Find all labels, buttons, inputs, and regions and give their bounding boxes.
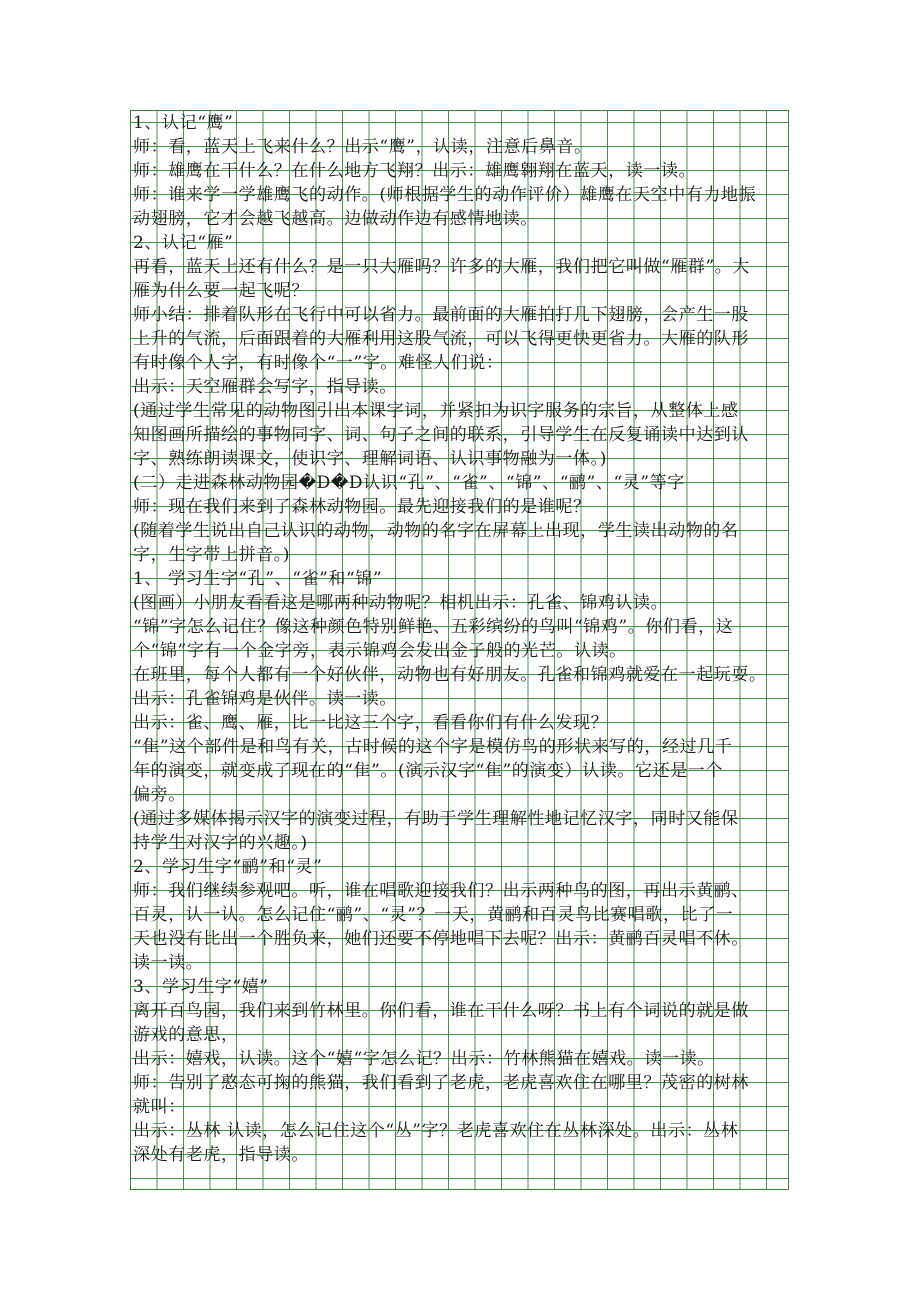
- text-line: 读一读。: [133, 953, 204, 973]
- text-line: 持学生对汉字的兴趣。): [133, 833, 308, 853]
- text-line: 知图画所描绘的事物同字、词、句子之间的联系，引导学生在反复诵读中达到认: [133, 425, 749, 445]
- text-line: 离开百鸟园，我们来到竹林里。你们看，谁在干什么呀？书上有个词说的就是做: [133, 1001, 749, 1021]
- text-line: 1、认记“鹰”: [133, 113, 234, 133]
- text-line: 雁为什么要一起飞呢？: [133, 281, 309, 301]
- text-line: (随着学生说出自己认识的动物，动物的名字在屏幕上出现，学生读出动物的名: [133, 521, 739, 541]
- text-line: (图画）小朋友看看这是哪两种动物呢？相机出示：孔雀、锦鸡认读。: [133, 593, 669, 613]
- text-line: 深处有老虎，指导读。: [133, 1145, 309, 1165]
- text-line: (通过多媒体揭示汉字的演变过程，有助于学生理解性地记忆汉字，同时又能保: [133, 809, 739, 829]
- text-line: (二）走进森林动物园�D�D认识“孔”、“雀”、“锦”、“鹂”、“灵”等字: [133, 473, 685, 493]
- text-line: 师：我们继续参观吧。听，谁在唱歌迎接我们？出示两种鸟的图，再出示黄鹂、: [133, 881, 749, 901]
- text-line: 上升的气流，后面跟着的大雁利用这股气流，可以飞得更快更省力。大雁的队形: [133, 329, 749, 349]
- text-line: 2、认记“雁”: [133, 233, 234, 253]
- text-line: 字，生字带上拼音。): [133, 545, 291, 565]
- text-line: 师：雄鹰在干什么？在什么地方飞翔？出示：雄鹰翱翔在蓝天，读一读。: [133, 161, 697, 181]
- text-line: 出示：丛林 认读，怎么记住这个“丛”字？老虎喜欢住在丛林深处。出示：丛林: [133, 1121, 739, 1141]
- text-line: 出示：嬉戏，认读。这个“嬉“字怎么记？出示：竹林熊猫在嬉戏。读一读。: [133, 1049, 715, 1069]
- text-line: “锦”字怎么记住？像这种颜色特别鲜艳、五彩缤纷的鸟叫“锦鸡”。你们看，这: [133, 617, 734, 637]
- text-line: 字、熟练朗读课文，使识字、理解词语、认识事物融为一体。): [133, 449, 607, 469]
- text-line: 在班里，每个人都有一个好伙伴，动物也有好朋友。孔雀和锦鸡就爱在一起玩耍。: [133, 665, 767, 685]
- text-line: 2、学习生字“鹂”和“灵”: [133, 857, 323, 877]
- text-line: 个“锦”字有一个金字旁，表示锦鸡会发出金子般的光芒。认读。: [133, 641, 627, 661]
- text-line: 师小结：排着队形在飞行中可以省力。最前面的大雁拍打几下翅膀，会产生一股: [133, 305, 749, 325]
- text-line: 就叫：: [133, 1097, 186, 1117]
- document-body: [133, 111, 789, 1167]
- text-line: 1、 学习生字“孔”、“雀”和“锦”: [133, 569, 383, 589]
- text-line: 天也没有比出一个胜负来，她们还要不停地唱下去呢？出示：黄鹂百灵唱不休。: [133, 929, 749, 949]
- text-line: 师：现在我们来到了森林动物园。最先迎接我们的是谁呢？: [133, 497, 591, 517]
- text-line: 偏旁。: [133, 785, 186, 805]
- text-line: 游戏的意思，: [133, 1025, 239, 1045]
- text-line: 年的演变，就变成了现在的“隹”。(演示汉字“隹”的演变）认读。它还是一个: [133, 761, 723, 781]
- text-line: 3、学习生字“嬉”: [133, 977, 269, 997]
- text-line: 有时像个人字，有时像个“一”字。难怪人们说：: [133, 353, 504, 373]
- text-line: 出示：孔雀锦鸡是伙伴。读一读。: [133, 689, 397, 709]
- text-line: (通过学生常见的动物图引出本课字词，并紧扣为识字服务的宗旨，从整体上感: [133, 401, 739, 421]
- text-line: 百灵，认一认。怎么记住“鹂”、“灵”？一天，黄鹂和百灵鸟比赛唱歌，比了一: [133, 905, 734, 925]
- text-line: 师：看，蓝天上飞来什么？出示“鹰”，认读，注意后鼻音。: [133, 137, 592, 157]
- text-line: 再看，蓝天上还有什么？是一只大雁吗？许多的大雁，我们把它叫做“雁群”。大: [133, 257, 750, 277]
- text-line: 师：谁来学一学雄鹰飞的动作。(师根据学生的动作评价）雄鹰在天空中有力地振: [133, 185, 757, 205]
- text-line: “隹”这个部件是和鸟有关，古时候的这个字是模仿鸟的形状来写的，经过几千: [133, 737, 733, 757]
- text-line: 动翅膀，它才会越飞越高。边做动作边有感情地读。: [133, 209, 538, 229]
- text-line: 出示：天空雁群会写字，指导读。: [133, 377, 397, 397]
- text-line: 师：告别了憨态可掬的熊猫，我们看到了老虎，老虎喜欢住在哪里？茂密的树林: [133, 1073, 749, 1093]
- text-line: 出示：雀、鹰、雁，比一比这三个字，看看你们有什么发现？: [133, 713, 609, 733]
- grid-paper-page: [130, 110, 789, 1190]
